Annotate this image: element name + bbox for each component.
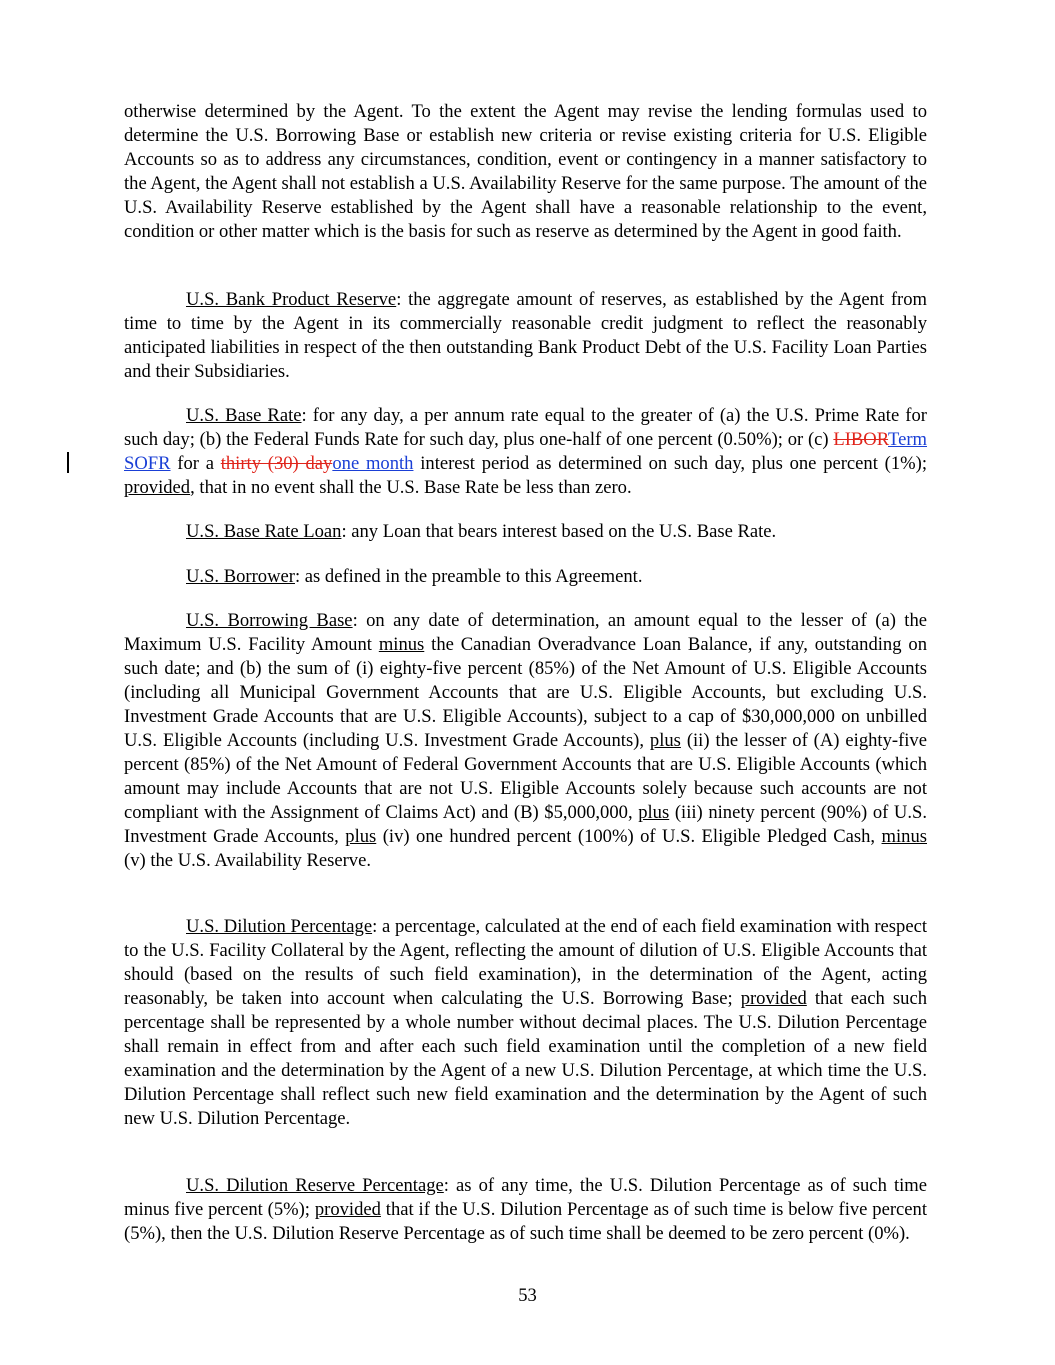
definition-us-borrower (124, 565, 927, 589)
definition-text: : as of any time, the U.S. Dilution Percentage as of such time minus five percent (5%); (124, 1175, 928, 1220)
definition-text: that each such percentage shall be represented by a whole number without decimal places. The U.S. Dilution Percentage shall remain in effect from and after each such field examination until the completion of a new field examination and the determination by the Agent of a new U.S. Dilution Percentage, at which time the U.S. Dilution Percentage shall reflect such new field examination and the determination by the Agent of such new U.S. Dilution Percentage. (124, 988, 927, 1129)
definition-text: interest period as determined on such day, plus one percent (1%); (413, 453, 927, 474)
defined-term: U.S. Bank Product Reserve (186, 289, 397, 310)
deleted-text-libor: LIBOR (833, 429, 889, 450)
inserted-text-term-sofr: Term SOFR (124, 429, 927, 474)
definition-text: (v) the U.S. Availability Reserve. (124, 850, 372, 871)
definition-us-base-rate (124, 404, 927, 500)
definition-text: : the aggregate amount of reserves, as established by the Agent from time to time by the Agent in its commercially reasonable credit judgment to reflect the reasonably anticipated liabilities in respect of the then outstanding Bank Product Debt of the U.S. Facility Loan Parties and their Subsidiaries. (124, 289, 927, 382)
page-number: 53 (518, 1285, 537, 1306)
plus-term: plus (638, 802, 670, 823)
defined-term: U.S. Dilution Reserve Percentage (186, 1175, 444, 1196)
definition-text: : any Loan that bears interest based on the U.S. Base Rate. (341, 521, 777, 542)
provided-term: provided (124, 477, 191, 498)
definition-us-dilution-percentage (124, 915, 927, 1131)
definition-text: : a percentage, calculated at the end of each field examination with respect to the U.S. Facility Collateral by the Agent, reflecting the amount of dilution of U.S. Eligible Accounts that should (based on the results of such field examination), in the determination of the Agent, acting reasonably, be taken into account when calculating the U.S. Borrowing Base; (124, 916, 927, 1009)
definition-text: : for any day, a per annum rate equal to the greater of (a) the U.S. Prime Rate for such day; (b) the Federal Funds Rate for such day, plus one-half of one percent (0.50%); or (c) (124, 405, 927, 450)
paragraph-availability-reserve-continued (124, 100, 927, 244)
provided-term: provided (314, 1199, 381, 1220)
plus-term: plus (649, 730, 681, 751)
provided-term: provided (740, 988, 807, 1009)
definition-text: (iv) one hundred percent (100%) of U.S. Eligible Pledged Cash, (376, 826, 882, 847)
paragraph-text: otherwise determined by the Agent. To the extent the Agent may revise the lending formulas used to determine the U.S. Borrowing Base or establish new criteria or revise existing criteria for U.S. Eligible Accounts so as to address any circumstances, condition, event or contingency in a manner satisfactory to the Agent, the Agent shall not establish a U.S. Availability Reserve for the same purpose. The amount of the U.S. Availability Reserve established by the Agent shall have a reasonable relationship to the event, condition or other matter which is the basis for such as reserve as determined by the Agent in good faith. (124, 101, 927, 242)
minus-term: minus (881, 826, 927, 847)
definition-us-borrowing-base (124, 609, 927, 873)
defined-term: U.S. Borrowing Base (186, 610, 353, 631)
definition-text: : on any date of determination, an amount equal to the lesser of (a) the Maximum U.S. Facility Amount (124, 610, 928, 655)
defined-term: U.S. Borrower (186, 566, 295, 587)
definition-text: (ii) the lesser of (A) eighty-five percent (85%) of the Net Amount of Federal Government Accounts that are U.S. Eligible Accounts (which amount may include Accounts that are not U.S. Eligible Accounts solely because such accounts are not compliant with the Assignment of Claims Act) and (B) $5,000,000, (124, 730, 927, 823)
definition-text: that if the U.S. Dilution Percentage as of such time is below five percent (5%), then the U.S. Dilution Reserve Percentage as of such time shall be deemed to be zero percent (0%). (124, 1199, 927, 1244)
deleted-text-thirty-day: thirty (30) day (220, 453, 333, 474)
inserted-text-one-month: one month (332, 453, 414, 474)
definition-text: the Canadian Overadvance Loan Balance, if any, outstanding on such date; and (b) the sum of (i) eighty-five percent (85%) of the Net Amount of U.S. Eligible Accounts (including all Municipal Government Accounts that are U.S. Eligible Accounts, but excluding U.S. Investment Grade Accounts that are U.S. Eligible Accounts), subject to a cap of $30,000,000 on unbilled U.S. Eligible Accounts (including U.S. Investment Grade Accounts), (124, 634, 927, 751)
defined-term: U.S. Base Rate (186, 405, 302, 426)
definition-text: for a (170, 453, 221, 474)
definition-text: : as defined in the preamble to this Agreement. (294, 566, 643, 587)
defined-term: U.S. Base Rate Loan (186, 521, 342, 542)
defined-term: U.S. Dilution Percentage (186, 916, 373, 937)
definition-us-bank-product-reserve (124, 288, 927, 384)
definition-text: (iii) ninety percent (90%) of U.S. Investment Grade Accounts, (124, 802, 927, 847)
minus-term: minus (378, 634, 425, 655)
change-bar (67, 452, 69, 473)
plus-term: plus (345, 826, 377, 847)
definition-us-base-rate-loan (124, 520, 927, 544)
definition-us-dilution-reserve-percentage (124, 1174, 927, 1246)
definition-text: , that in no event shall the U.S. Base Rate be less than zero. (190, 477, 632, 498)
